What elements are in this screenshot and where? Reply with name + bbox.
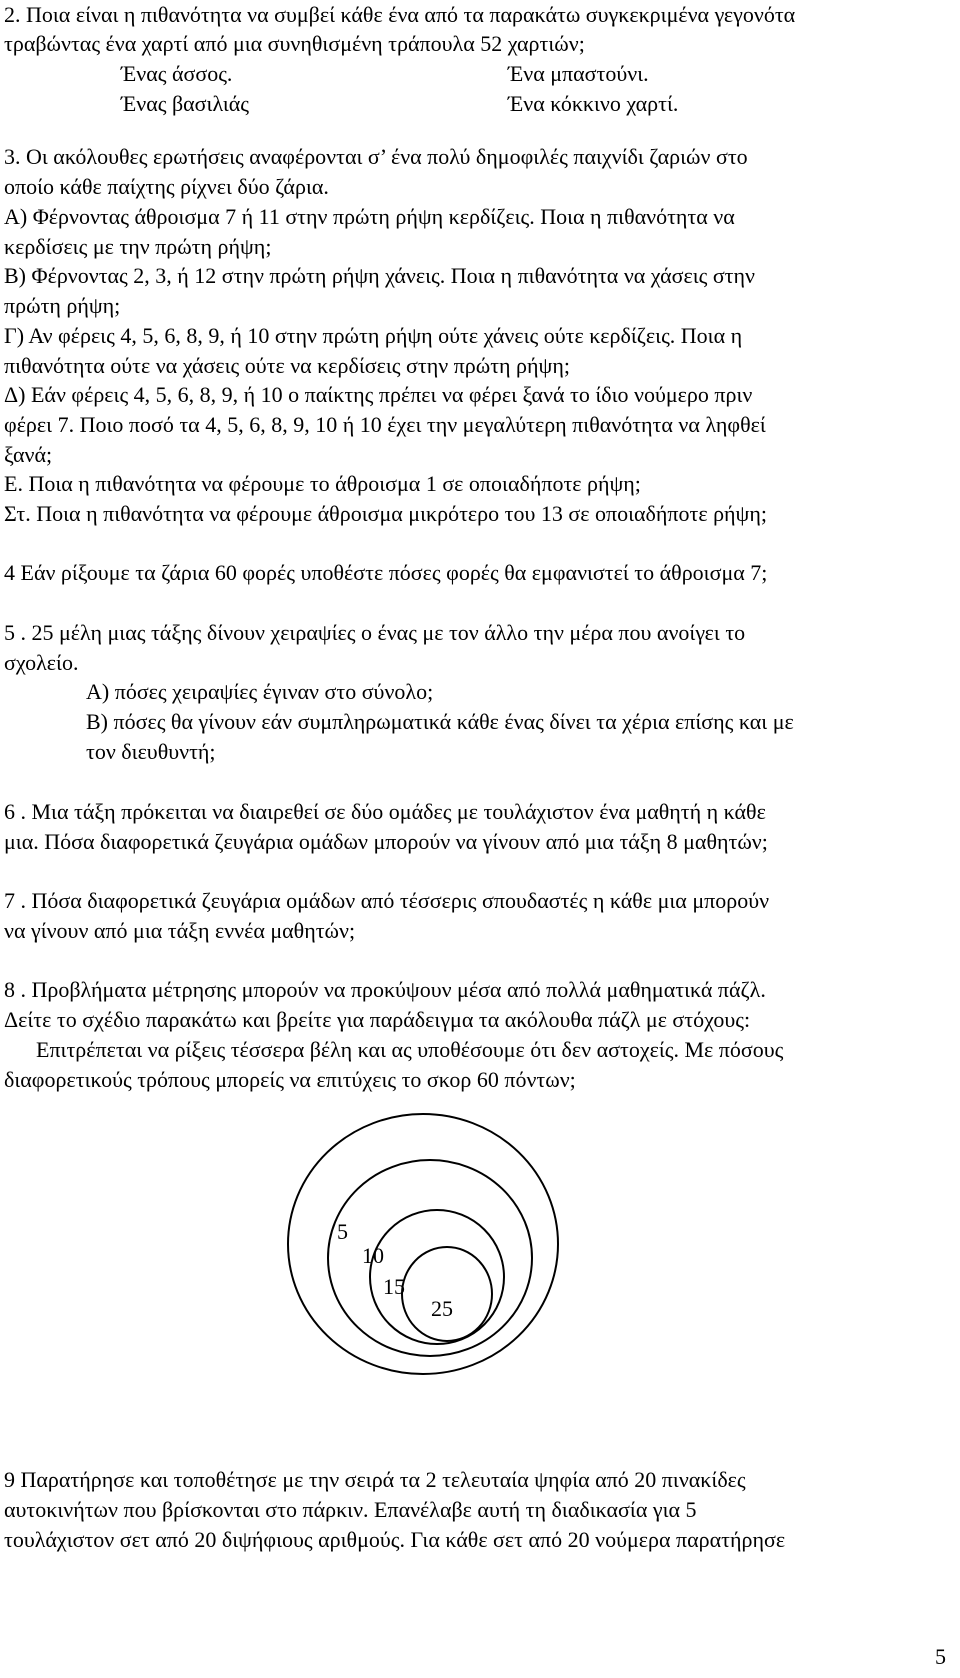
q3-part-a-cont: κερδίσεις με την πρώτη ρήψη; xyxy=(4,234,272,259)
q7-line-1: 7 . Πόσα διαφορετικά ζευγάρια ομάδων από τέσσερις σπουδαστές η κάθε μια μπορούν xyxy=(4,888,770,913)
q5-part-a: Α) πόσες χειραψίες έγιναν στο σύνολο; xyxy=(86,679,434,704)
q5-line-1: 5 . 25 μέλη μιας τάξης δίνουν χειραψίες ο ένας με τον άλλο την μέρα που ανοίγει το xyxy=(4,620,746,645)
q3-part-b: Β) Φέρνοντας 2, 3, ή 12 στην πρώτη ρήψη χάνεις. Ποια η πιθανότητα να χάσεις στην xyxy=(4,263,755,288)
target-ring-center xyxy=(402,1247,492,1341)
q6-line-1: 6 . Μια τάξη πρόκειται να διαιρεθεί σε δύο ομάδες με τουλάχιστον ένα μαθητή η κάθε xyxy=(4,799,766,824)
q2-option-red: Ένα κόκκινο χαρτί. xyxy=(508,91,679,116)
q3-part-c: Γ) Αν φέρεις 4, 5, 6, 8, 9, ή 10 στην πρώτη ρήψη ούτε χάνεις ούτε κερδίζεις. Ποια η xyxy=(4,323,743,348)
q7-line-2: να γίνουν από μια τάξη εννέα μαθητών; xyxy=(4,918,356,943)
q3-part-b-cont: πρώτη ρήψη; xyxy=(4,293,121,318)
q9-line-1: 9 Παρατήρησε και τοποθέτησε με την σειρά τα 2 τελευταία ψηφία από 20 πινακίδες xyxy=(4,1467,746,1492)
q5-part-b: Β) πόσες θα γίνουν εάν συμπληρωματικά κάθε ένας δίνει τα χέρια επίσης και με xyxy=(86,709,794,734)
target-label-10: 10 xyxy=(362,1243,384,1268)
q8-line-2: Δείτε το σχέδιο παρακάτω και βρείτε για παράδειγμα τα ακόλουθα πάζλ με στόχους: xyxy=(4,1007,751,1032)
q2-option-king: Ένας βασιλιάς xyxy=(121,91,250,116)
q9-line-2: αυτοκινήτων που βρίσκονται στο πάρκιν. Επανέλαβε αυτή τη διαδικασία για 5 xyxy=(4,1497,697,1522)
q2-line-2: τραβώντας ένα χαρτί από μια συνηθισμένη τράπουλα 52 χαρτιών; xyxy=(4,31,585,56)
q3-part-d-cont-2: ξανά; xyxy=(4,442,53,467)
q8-line-4: διαφορετικούς τρόπους μπορείς να επιτύχεις το σκορ 60 πόντων; xyxy=(4,1067,576,1092)
q6-line-2: μια. Πόσα διαφορετικά ζευγάρια ομάδων μπορούν να γίνουν από μια τάξη 8 μαθητών; xyxy=(4,829,768,854)
q3-part-a: Α) Φέρνοντας άθροισμα 7 ή 11 στην πρώτη ρήψη κερδίζεις. Ποια η πιθανότητα να xyxy=(4,204,735,229)
q2-line-1: 2. Ποια είναι η πιθανότητα να συμβεί κάθε ένα από τα παρακάτω συγκεκριμένα γεγονότα xyxy=(4,2,796,27)
q3-part-st: Στ. Ποια η πιθανότητα να φέρουμε άθροισμα μικρότερο του 13 σε οποιαδήποτε ρήψη; xyxy=(4,501,767,526)
page-number: 5 xyxy=(935,1644,946,1669)
q3-part-d: Δ) Εάν φέρεις 4, 5, 6, 8, 9, ή 10 ο παίκτης πρέπει να φέρει ξανά το ίδιο νούμερο πριν xyxy=(4,382,753,407)
q8-line-1: 8 . Προβλήματα μέτρησης μπορούν να προκύψουν μέσα από πολλά μαθηματικά πάζλ. xyxy=(4,977,766,1002)
target-label-5: 5 xyxy=(337,1219,348,1244)
q2-option-ace: Ένας άσσος. xyxy=(121,61,233,86)
q3-part-d-cont: φέρει 7. Ποιο ποσό τα 4, 5, 6, 8, 9, 10 ή 10 έχει την μεγαλύτερη πιθανότητα να ληφθεί xyxy=(4,412,766,437)
q4-line-1: 4 Εάν ρίξουμε τα ζάρια 60 φορές υποθέστε πόσες φορές θα εμφανιστεί το άθροισμα 7; xyxy=(4,560,768,585)
q3-part-e: Ε. Ποια η πιθανότητα να φέρουμε το άθροισμα 1 σε οποιαδήποτε ρήψη; xyxy=(4,471,641,496)
q2-option-club: Ένα μπαστούνι. xyxy=(508,61,649,86)
q3-line-2: οποίο κάθε παίχτης ρίχνει δύο ζάρια. xyxy=(4,174,329,199)
q9-line-3: τουλάχιστον σετ από 20 διψήφιους αριθμούς. Για κάθε σετ από 20 νούμερα παρατήρησε xyxy=(4,1527,786,1552)
q3-line-1: 3. Οι ακόλουθες ερωτήσεις αναφέρονται σ’ ένα πολύ δημοφιλές παιχνίδι ζαριών στο xyxy=(4,144,748,169)
q8-line-3: Επιτρέπεται να ρίξεις τέσσερα βέλη και ας υποθέσουμε ότι δεν αστοχείς. Με πόσους xyxy=(36,1037,784,1062)
target-label-25: 25 xyxy=(431,1296,453,1321)
q5-part-b-cont: τον διευθυντή; xyxy=(86,739,216,764)
target-label-15: 15 xyxy=(383,1274,405,1299)
q5-line-2: σχολείο. xyxy=(4,650,79,675)
q3-part-c-cont: πιθανότητα ούτε να χάσεις ούτε να κερδίσεις στην πρώτη ρήψη; xyxy=(4,353,570,378)
